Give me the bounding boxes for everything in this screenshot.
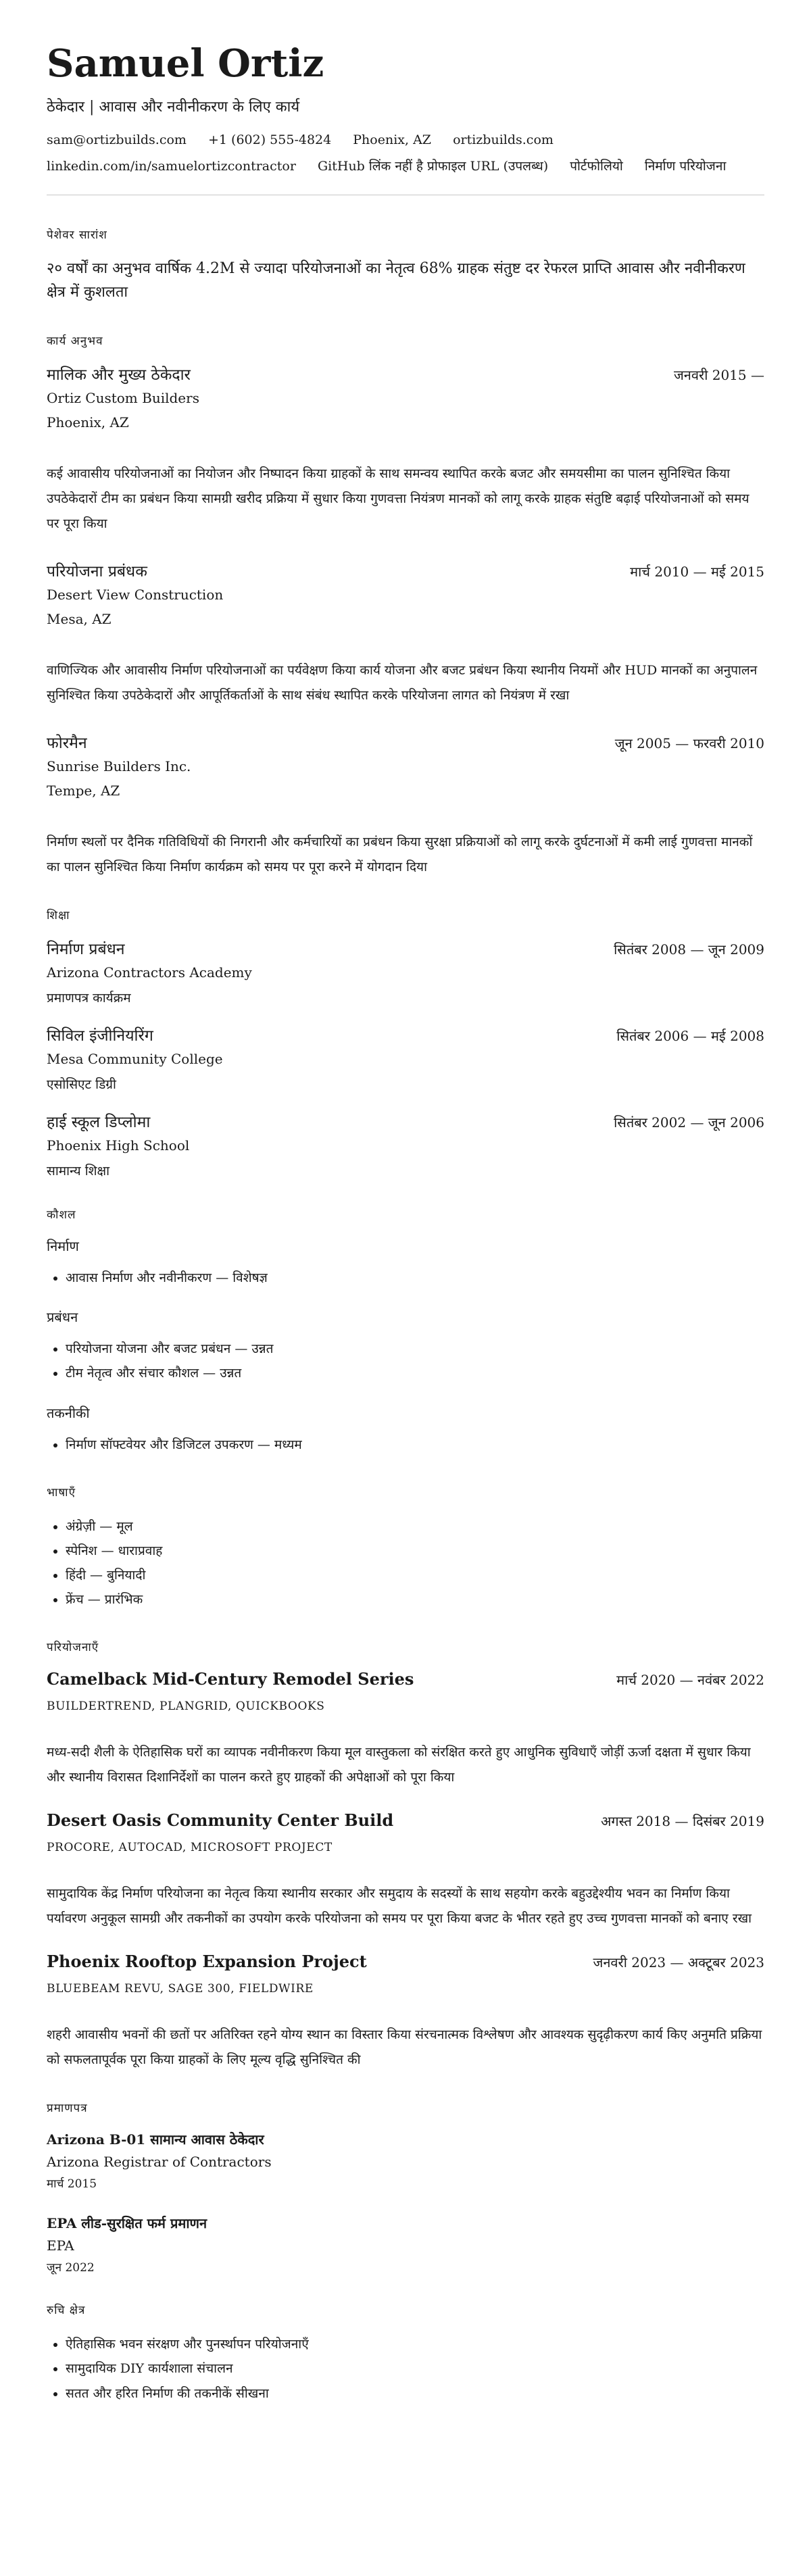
interest-item: • सामुदायिक DIY कार्यशाला संचालन xyxy=(66,2356,764,2381)
section-heading: प्रमाणपत्र xyxy=(47,2102,88,2116)
contact-portfolio[interactable]: पोर्टफोलियो xyxy=(570,158,623,174)
section-heading: भाषाएँ xyxy=(47,1485,76,1500)
degree-title: सिविल इंजीनियरिंग xyxy=(47,1027,153,1045)
education-entry xyxy=(47,937,764,1006)
certification-entry xyxy=(47,2214,764,2275)
skill-item: • निर्माण सॉफ्टवेयर और डिजिटल उपकरण — मध्यम xyxy=(66,1433,764,1457)
project-entry xyxy=(47,1669,764,1790)
section-heading: कौशल xyxy=(47,1208,76,1222)
certification-date: जून 2022 xyxy=(47,2261,95,2275)
contact-email[interactable]: sam@ortizbuilds.com xyxy=(47,132,187,147)
skill-item: • परियोजना योजना और बजट प्रबंधन — उन्नत xyxy=(66,1337,764,1361)
employer: Desert View Construction xyxy=(47,587,224,603)
section-heading: परियोजनाएँ xyxy=(47,1641,99,1655)
study-field: प्रमाणपत्र कार्यक्रम xyxy=(47,991,131,1006)
employer: Ortiz Custom Builders xyxy=(47,389,199,406)
project-title: Desert Oasis Community Center Build xyxy=(47,1810,394,1831)
experience-section xyxy=(47,332,764,880)
project-tech: BLUEBEAM REVU, SAGE 300, FIELDWIRE xyxy=(47,1982,314,1996)
experience-entry xyxy=(47,363,764,537)
institution: Mesa Community College xyxy=(47,1051,223,1068)
study-field: एसोसिएट डिग्री xyxy=(47,1077,116,1093)
contact-linkedin[interactable]: linkedin.com/in/samuelortizcontractor xyxy=(47,158,296,174)
contact-row-primary xyxy=(47,132,764,147)
resume-header xyxy=(47,43,764,174)
job-location: Phoenix, AZ xyxy=(47,414,129,430)
skill-item: • आवास निर्माण और नवीनीकरण — विशेषज्ञ xyxy=(66,1266,764,1290)
study-field: सामान्य शिक्षा xyxy=(47,1164,110,1179)
skill-group-title: प्रबंधन xyxy=(47,1309,78,1326)
contact-row-secondary xyxy=(47,157,764,174)
project-title: Camelback Mid-Century Remodel Series xyxy=(47,1669,414,1689)
section-heading: पेशेवर सारांश xyxy=(47,228,107,242)
job-title: फोरमैन xyxy=(47,735,87,753)
certification-entry xyxy=(47,2130,764,2191)
candidate-name: Samuel Ortiz xyxy=(47,41,324,86)
certifications-section xyxy=(47,2100,764,2275)
education-dates: सितंबर 2006 — मई 2008 xyxy=(616,1028,764,1045)
certification-name: EPA लीड-सुरक्षित फर्म प्रमाणन xyxy=(47,2215,207,2232)
job-location: Tempe, AZ xyxy=(47,783,120,799)
education-dates: सितंबर 2008 — जून 2009 xyxy=(614,941,764,958)
language-item: • हिंदी — बुनियादी xyxy=(66,1563,764,1587)
project-tech: PROCORE, AUTOCAD, MICROSOFT PROJECT xyxy=(47,1841,333,1855)
skill-list xyxy=(47,1266,764,1290)
job-location: Mesa, AZ xyxy=(47,611,112,628)
project-tech: BUILDERTREND, PLANGRID, QUICKBOOKS xyxy=(47,1700,325,1714)
project-description: शहरी आवासीय भवनों की छतों पर अतिरिक्त रहने योग्य स्थान का विस्तार किया संरचनात्मक विश्लेषण और आवश्यक सुदृढ़ीकरण कार्य किए अनुमति प्रक्रिया को सफलतापूर्वक पूरा किया ग्राहकों के लिए मूल्य वृद्धि सुनिश्चित की xyxy=(47,2027,762,2068)
education-dates: सितंबर 2002 — जून 2006 xyxy=(614,1114,764,1131)
summary-text: २० वर्षों का अनुभव वार्षिक 4.2M से ज्यादा परियोजनाओं का नेतृत्व 68% ग्राहक संतुष्ट दर रेफरल प्राप्ति आवास और नवीनीकरण क्षेत्र में कुशलता xyxy=(47,259,745,301)
project-entry xyxy=(47,1952,764,2073)
project-title: Phoenix Rooftop Expansion Project xyxy=(47,1952,367,1972)
project-dates: जनवरी 2023 — अक्टूबर 2023 xyxy=(593,1954,764,1971)
language-item: • स्पेनिश — धाराप्रवाह xyxy=(66,1539,764,1563)
certification-issuer: EPA xyxy=(47,2237,74,2254)
project-description: मध्य-सदी शैली के ऐतिहासिक घरों का व्यापक नवीनीकरण किया मूल वास्तुकला को संरक्षित करते हुए आधुनिक सुविधाएँ जोड़ीं ऊर्जा दक्षता में सुधार किया और स्थानीय विरासत दिशानिर्देशों का पालन करते हुए ग्राहकों की अपेक्षाओं को पूरा किया xyxy=(47,1745,751,1785)
job-title: मालिक और मुख्य ठेकेदार xyxy=(47,366,191,384)
employer: Sunrise Builders Inc. xyxy=(47,758,191,775)
job-title: परियोजना प्रबंधक xyxy=(47,563,147,581)
skill-group-title: निर्माण xyxy=(47,1238,79,1255)
job-dates: जून 2005 — फरवरी 2010 xyxy=(614,735,764,752)
contact-location: Phoenix, AZ xyxy=(353,132,432,147)
interest-item: • ऐतिहासिक भवन संरक्षण और पुनर्स्थापन परियोजनाएँ xyxy=(66,2332,764,2356)
projects-section xyxy=(47,1639,764,2073)
contact-github[interactable]: GitHub लिंक नहीं है प्रोफाइल URL (उपलब्ध) xyxy=(317,158,549,174)
skill-group-title: तकनीकी xyxy=(47,1404,90,1421)
interests-section xyxy=(47,2302,764,2405)
section-heading: रुचि क्षेत्र xyxy=(47,2304,86,2318)
section-heading: शिक्षा xyxy=(47,909,70,923)
contact-phone[interactable]: +1 (602) 555-4824 xyxy=(208,132,332,147)
certification-name: Arizona B-01 सामान्य आवास ठेकेदार xyxy=(47,2131,264,2148)
job-dates: जनवरी 2015 — xyxy=(673,366,764,383)
section-heading: कार्य अनुभव xyxy=(47,334,103,348)
languages-section xyxy=(47,1484,764,1612)
contact-projects[interactable]: निर्माण परियोजना xyxy=(644,158,727,174)
education-entry xyxy=(47,1110,764,1179)
job-description: निर्माण स्थलों पर दैनिक गतिविधियों की निगरानी और कर्मचारियों का प्रबंधन किया सुरक्षा प्रक्रियाओं को लागू करके दुर्घटनाओं में कमी लाई गुणवत्ता मानकों का पालन सुनिश्चित किया निर्माण कार्यक्रम को समय पर पूरा करने में योगदान दिया xyxy=(47,835,753,875)
skill-item: • टीम नेतृत्व और संचार कौशल — उन्नत xyxy=(66,1361,764,1385)
certification-issuer: Arizona Registrar of Contractors xyxy=(47,2154,272,2171)
degree-title: निर्माण प्रबंधन xyxy=(47,941,125,959)
project-entry xyxy=(47,1810,764,1931)
skills-section xyxy=(47,1206,764,1456)
job-dates: मार्च 2010 — मई 2015 xyxy=(630,564,764,580)
language-item: • अंग्रेज़ी — मूल xyxy=(66,1514,764,1539)
interest-list xyxy=(47,2332,764,2405)
certification-date: मार्च 2015 xyxy=(47,2177,97,2191)
project-dates: अगस्त 2018 — दिसंबर 2019 xyxy=(601,1813,764,1830)
skill-list xyxy=(47,1433,764,1457)
education-section xyxy=(47,907,764,1179)
experience-entry xyxy=(47,560,764,708)
institution: Phoenix High School xyxy=(47,1137,190,1154)
project-dates: मार्च 2020 — नवंबर 2022 xyxy=(616,1672,764,1689)
summary-section xyxy=(47,226,764,304)
job-description: वाणिज्यिक और आवासीय निर्माण परियोजनाओं का पर्यवेक्षण किया कार्य योजना और बजट प्रबंधन किया स्थानीय नियमों और HUD मानकों का अनुपालन सुनिश्चित किया उपठेकेदारों और आपूर्तिकर्ताओं के साथ संबंध स्थापित करके परियोजना लागत को नियंत्रण में रखा xyxy=(47,663,758,703)
institution: Arizona Contractors Academy xyxy=(47,964,252,981)
contact-website[interactable]: ortizbuilds.com xyxy=(453,132,554,147)
job-description: कई आवासीय परियोजनाओं का नियोजन और निष्पादन किया ग्राहकों के साथ समन्वय स्थापित करके बजट और समयसीमा का पालन सुनिश्चित किया उपठेकेदारों टीम का प्रबंधन किया सामग्री खरीद प्रक्रिया में सुधार किया गुणवत्ता नियंत्रण मानकों को लागू करके ग्राहक संतुष्टि बढ़ाई परियोजनाओं को समय पर पूरा किया xyxy=(47,466,749,532)
interest-item: • सतत और हरित निर्माण की तकनीकें सीखना xyxy=(66,2381,764,2406)
language-item: • फ्रेंच — प्रारंभिक xyxy=(66,1587,764,1612)
candidate-subtitle: ठेकेदार | आवास और नवीनीकरण के लिए कार्य xyxy=(47,98,300,116)
degree-title: हाई स्कूल डिप्लोमा xyxy=(47,1114,151,1132)
skill-list xyxy=(47,1337,764,1385)
experience-entry xyxy=(47,731,764,880)
project-description: सामुदायिक केंद्र निर्माण परियोजना का नेतृत्व किया स्थानीय सरकार और समुदाय के सदस्यों के साथ सहयोग करके बहुउद्देश्यीय भवन का निर्माण किया पर्यावरण अनुकूल सामग्री और तकनीकों का उपयोग करके परियोजना को समय पर पूरा किया बजट के भीतर रहते हुए उच्च गुणवत्ता मानकों को बनाए रखा xyxy=(47,1886,752,1927)
language-list xyxy=(47,1514,764,1612)
education-entry xyxy=(47,1024,764,1093)
